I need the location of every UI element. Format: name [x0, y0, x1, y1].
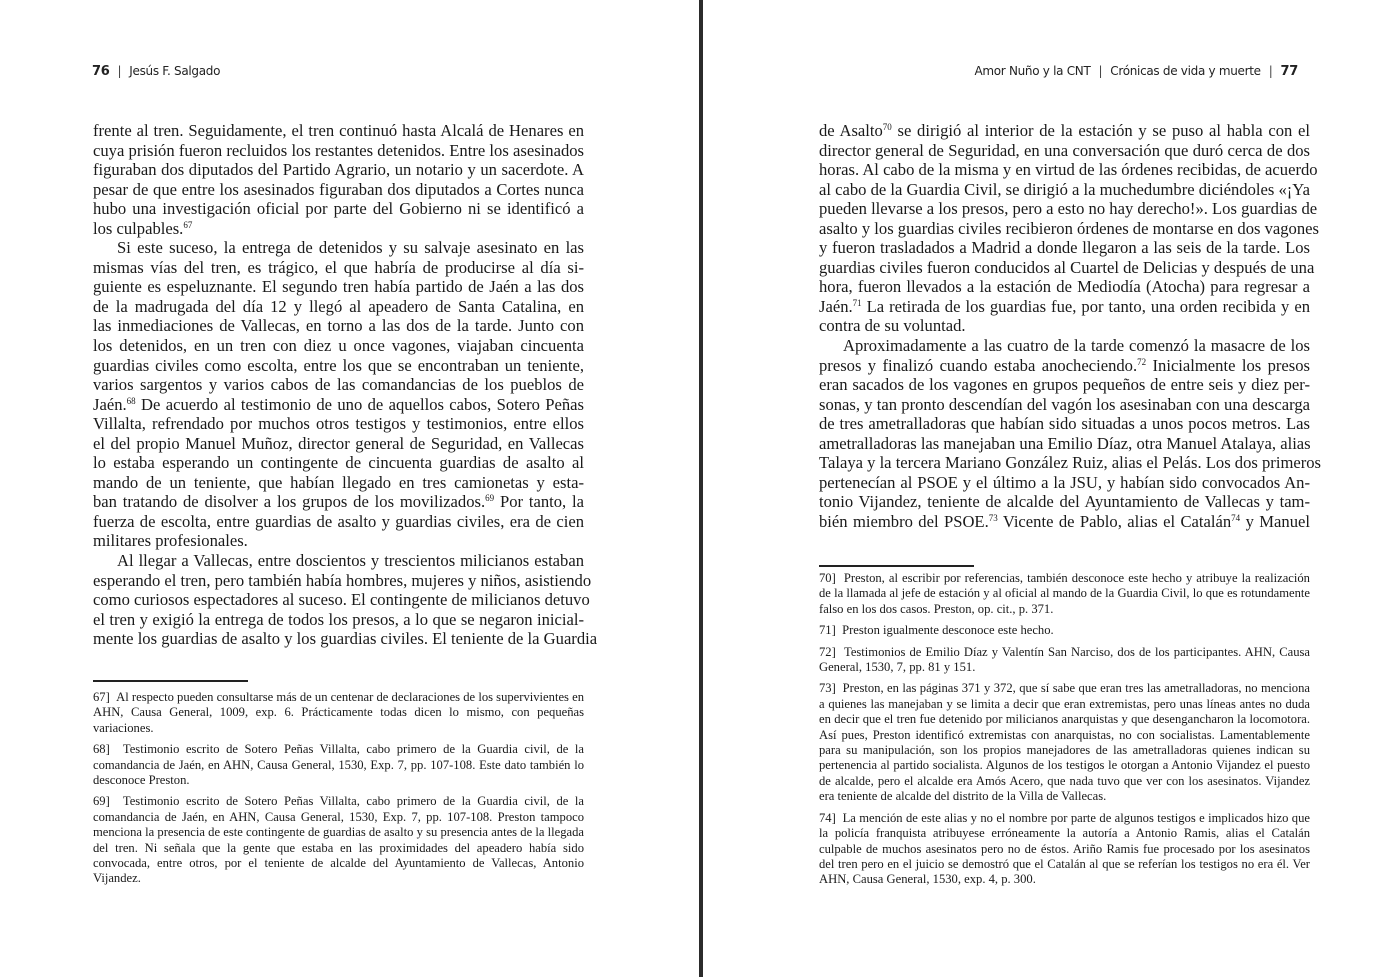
text-line: Aproximadamente a las cuatro de la tarde comenzó la masacre de los	[843, 336, 1310, 356]
paragraph	[93, 238, 584, 551]
footnote	[819, 645, 1310, 676]
text-line: Si este suceso, la entrega de detenidos y su salvaje asesinato en las	[117, 238, 584, 258]
footnotes	[819, 571, 1310, 894]
text-line: mente los guardias de asalto y los guardias civiles. El teniente de la Guardia	[93, 629, 598, 649]
footnote-text: Preston, al escribir por referencias, también desconoce este hecho y atribuye la realización de la llamada al jefe de estación y al oficial al mando de la Guardia Civil, lo que es rotundamente falso en los dos casos. Preston, op. cit., p. 371.	[819, 571, 1310, 616]
text-line: los detenidos, en un tren con diez u once vagones, viajaban cincuenta	[93, 336, 584, 356]
text-line: figuraban dos diputados del Partido Agrario, un notario y un sacerdote. A	[93, 160, 584, 180]
footnote-reference[interactable]: 69	[485, 493, 495, 504]
footnote	[819, 571, 1310, 617]
text-line: al cabo de la Guardia Civil, se dirigió a la muchedumbre diciéndoles «¡Ya	[819, 179, 1310, 199]
text-line: las inmediaciones de Vallecas, en torno a las dos de la tarde. Junto con	[93, 316, 584, 336]
text-line: lo estaba esperando un contingente de cincuenta guardias de asalto al	[93, 453, 584, 473]
text-line: pesar de que entre los asesinados figuraban dos diputados a Cortes nunca	[93, 179, 584, 199]
header-separator: |	[1268, 64, 1273, 78]
text-line: ban tratando de disolver a los grupos de los movilizados.$^{69}$ Por tanto, la	[93, 492, 584, 512]
right-page	[703, 0, 1400, 977]
book-title: Amor Nuño y la CNT	[974, 64, 1091, 78]
paragraph	[93, 551, 598, 649]
footnote-text: Testimonio escrito de Sotero Peñas Villalta, cabo primero de la Guardia civil, de la comandancia de Jaén, en AHN, Causa General, 1530, Exp. 7, pp. 107-108. Este dato también lo desconoce Preston.	[93, 742, 584, 788]
text-line: pertenecían al PSOE y el último a la JSU, y habían sido convocados An-	[819, 472, 1310, 492]
running-head-right	[974, 64, 1298, 79]
footnote-text: Preston, en las páginas 371 y 372, que sí sabe que eran tres las ametralladoras, no menciona a quienes las manejaban y se limita a decir que eran extremistas, pero unas líneas antes no duda en decir que el tren fue detenido por milicianos anarquistas y que desengancharon la locomotora. Así pues, Preston identificó extremistas con anarquistas, no con socialistas. Lamentablemente para su manipulación, son los propios manejadores de las ametralladoras quienes indican su pertenencia al partido socialista. Algunos de los testigos le otorgan a Antonio Vijandez el puesto de alcalde, pero el alcalde era Amós Acero, que nada tuvo que ver con los asesinatos. Vijandez era teniente de alcalde del distrito de la Villa de Vallecas.	[819, 681, 1310, 804]
footnote-text: Preston igualmente desconoce este hecho.	[842, 623, 1054, 638]
text-line: bién miembro del PSOE.$^{73}$ Vicente de Pablo, alias el Catalán$^{74}$ y Manuel	[819, 511, 1310, 531]
text-line: contra de su voluntad.	[819, 316, 966, 336]
text-line: militares profesionales.	[93, 531, 248, 551]
page-number: 76	[92, 64, 110, 79]
text-line: los culpables.$^{67}$	[93, 218, 193, 238]
text-line: frente al tren. Seguidamente, el tren continuó hasta Alcalá de Henares en	[93, 121, 584, 140]
text-line: el tren y exigió la entrega de todos los presos, a lo que se negaron inicial-	[93, 609, 584, 629]
text-line: mando de un teniente, que habían llegado en tres camionetas y esta-	[93, 472, 584, 492]
text-line: Jaén.$^{68}$ De acuerdo al testimonio de uno de aquellos cabos, Sotero Peñas	[93, 394, 584, 414]
header-separator: |	[1098, 64, 1103, 78]
footnote-rule	[819, 565, 974, 567]
text-line: fuerza de escolta, entre guardias de asalto y guardias civiles, era de cien	[93, 511, 584, 531]
text-line: guardias civiles como escolta, entre los que se encontraban un teniente,	[93, 355, 584, 375]
text-line: varios sargentos y varios cabos de las comandancias de los pueblos de	[93, 375, 584, 395]
text-line: tonio Vijandez, teniente de alcalde del Ayuntamiento de Vallecas y tam-	[819, 492, 1310, 512]
text-line: de la madrugada del día 12 y llegó al apeadero de Santa Catalina, en	[93, 296, 584, 316]
text-line: eran sacados de los vagones en grupos pequeños de entre seis y diez per-	[819, 375, 1310, 395]
text-line: cuya prisión fueron recluidos los restantes detenidos. Entre los asesinados	[93, 140, 584, 160]
footnote-rule	[93, 680, 248, 682]
text-line: hubo una investigación oficial por parte del Gobierno ni se identificó a	[93, 199, 584, 219]
footnote-number: 69]	[93, 794, 123, 809]
footnote	[819, 681, 1310, 804]
text-line: pueden llevarse a los presos, pero a esto no hay derecho!». Los guardias de	[819, 199, 1318, 219]
footnote-number: 74]	[819, 810, 843, 825]
footnote-reference[interactable]: 74	[1231, 512, 1241, 523]
text-line: sonas, y tan pronto descendían del vagón los asesinaban con una descarga	[819, 394, 1310, 414]
footnote-reference[interactable]: 68	[126, 395, 136, 406]
footnote-reference[interactable]: 71	[852, 297, 862, 308]
text-line: esperando el tren, pero también había hombres, mujeres y niños, asistiendo	[93, 570, 592, 590]
running-head-left	[92, 64, 220, 79]
text-line: Al llegar a Vallecas, entre doscientos y trescientos milicianos estaban	[117, 551, 584, 571]
paragraph	[819, 336, 1321, 531]
text-line: como curiosos espectadores al suceso. El contingente de milicianos detuvo	[93, 590, 590, 610]
text-line: ametralladoras las manejaban una Emilio Díaz, otra Manuel Atalaya, alias	[819, 433, 1311, 453]
book-subtitle: Crónicas de vida y muerte	[1110, 64, 1261, 78]
footnote	[93, 742, 584, 788]
text-line: de Asalto$^{70}$ se dirigió al interior de la estación y se puso al habla con el	[819, 121, 1311, 140]
footnotes	[93, 690, 584, 893]
footnote-number: 71]	[819, 623, 843, 638]
footnote-text: La mención de este alias y no el nombre por parte de algunos testigos e implicados hizo que la policía franquista atribuyese erróneamente la autoría a Antonio Ramis, alias el Catalán culpable de muchos asesinatos pero no de éstos. Ariño Ramis fue procesado por los asesinatos del tren pero en el juicio se demostró que el Catalán al que se referían los testigos no era él. Ver AHN, Causa General, 1530, exp. 4, p. 300.	[819, 810, 1310, 887]
body-text	[93, 121, 598, 649]
text-line: Villalta, refrendado por muchos otros testigos y testimonios, entre ellos	[93, 414, 584, 434]
text-line: y fueron trasladados a Madrid a donde llegaron a las seis de la tarde. Los	[819, 238, 1310, 258]
text-line: mismas vías del tren, es trágico, el que habría de producirse al día si-	[93, 257, 584, 277]
text-line: horas. Al cabo de la misma y en virtud de las órdenes recibidas, de acuerdo	[819, 160, 1318, 180]
footnote	[819, 811, 1310, 888]
text-line: presos y finalizó cuando estaba anocheciendo.$^{72}$ Inicialmente los presos	[819, 355, 1310, 375]
text-line: asalto y los guardias civiles recibieron órdenes de montarse en dos vagones	[819, 218, 1319, 238]
header-separator: |	[117, 64, 122, 78]
page-number: 77	[1280, 64, 1298, 79]
text-line: de tres ametralladoras que habían sido situadas a unos pocos metros. Las	[819, 414, 1310, 434]
author-name: Jesús F. Salgado	[129, 64, 221, 78]
footnote-reference[interactable]: 67	[183, 219, 193, 230]
text-line: director general de Seguridad, en una conversación que duró cerca de dos	[819, 140, 1310, 160]
footnote-number: 73]	[819, 681, 843, 696]
body-text	[819, 121, 1321, 531]
footnote-number: 67]	[93, 690, 117, 704]
paragraph	[93, 121, 584, 238]
text-line: el del propio Manuel Muñoz, director general de Seguridad, en Vallecas	[93, 433, 584, 453]
text-line: guardias civiles fueron conducidos al Cuartel de Delicias y después de una	[819, 257, 1315, 277]
paragraph	[819, 121, 1319, 336]
footnote-number: 72]	[819, 644, 844, 659]
footnote-text: Al respecto pueden consultarse más de un centenar de declaraciones de los supervivientes en AHN, Causa General, 1009, exp. 6. Prácticamente todas dicen lo mismo, con pequeñas variaciones.	[93, 690, 584, 735]
text-line: Jaén.$^{71}$ La retirada de los guardias fue, por tanto, una orden recibida y en	[819, 296, 1310, 316]
footnote-reference[interactable]: 70	[882, 122, 892, 132]
footnote-reference[interactable]: 72	[1137, 356, 1147, 367]
text-line: guiente es espeluznante. El segundo tren había partido de Jaén a las dos	[93, 277, 584, 297]
footnote-text: Testimonio escrito de Sotero Peñas Villalta, cabo primero de la Guardia civil, de la comandancia de Jaén, en AHN, Causa General, 1530, Exp. 7, pp. 107-108. Preston tampoco menciona la presencia de este contingente de guardias de asalto y su presencia antes de la llegada del tren. Ni señala que la gente que estaba en las proximidades del apeadero había sido convocada, entre otros, por el teniente de alcalde del Ayuntamiento de Vallecas, Antonio Vijandez.	[93, 794, 584, 886]
footnote-text: Testimonios de Emilio Díaz y Valentín San Narciso, dos de los participantes. AHN, Causa General, 1530, 7, pp. 81 y 151.	[819, 644, 1310, 675]
footnote-number: 68]	[93, 742, 123, 757]
footnote	[93, 794, 584, 886]
footnote-reference[interactable]: 73	[988, 512, 998, 523]
footnote	[93, 690, 584, 736]
text-line: hora, fueron llevados a la estación de Mediodía (Atocha) para regresar a	[819, 277, 1310, 297]
footnote	[819, 623, 1310, 638]
footnote-number: 70]	[819, 571, 844, 585]
text-line: Talaya y la tercera Mariano González Ruiz, alias el Pelás. Los dos primeros	[819, 453, 1321, 473]
